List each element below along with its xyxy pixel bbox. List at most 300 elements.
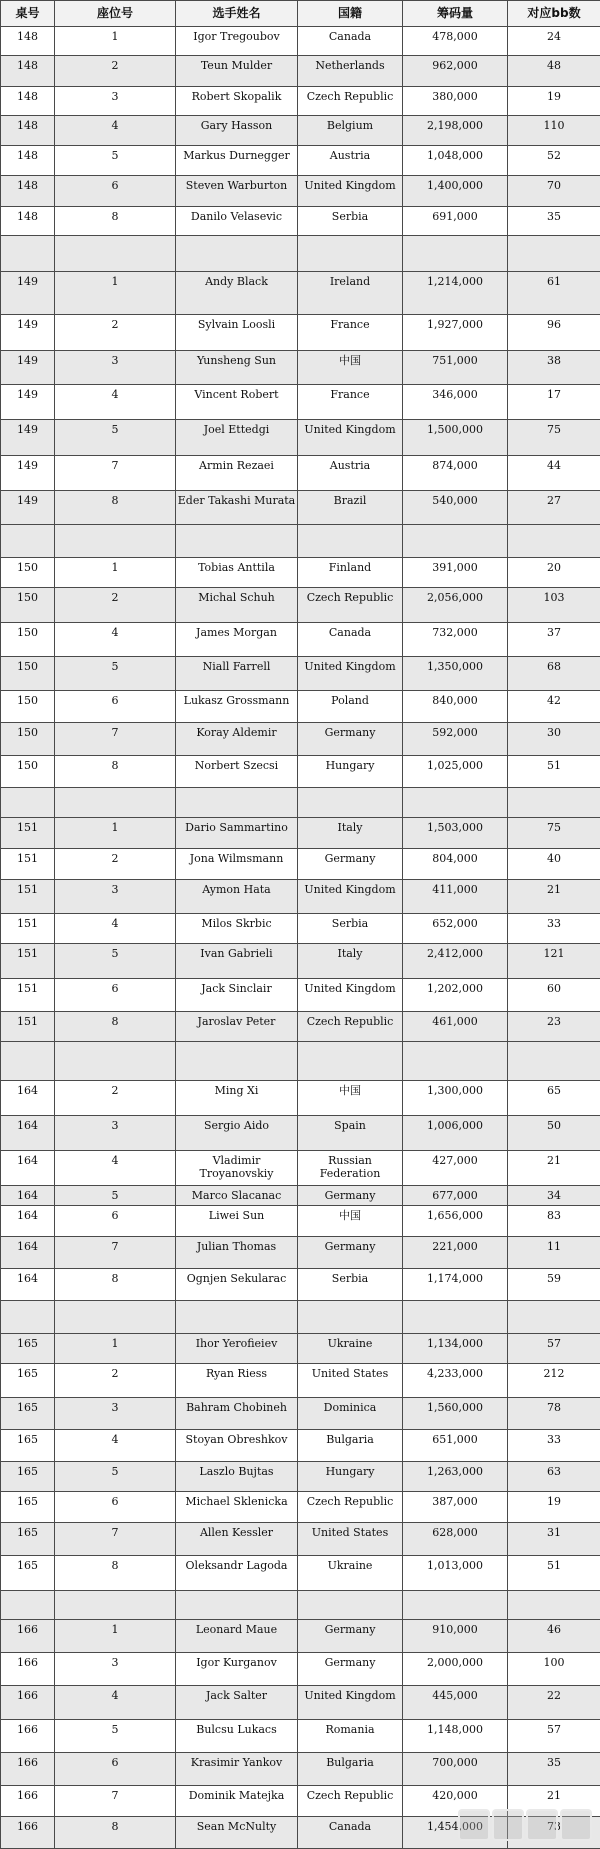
bb-count-cell: 23 [508, 1011, 600, 1041]
bb-count-cell: 61 [508, 272, 600, 315]
table-number-cell: 165 [1, 1398, 55, 1430]
country-cell: Bulgaria [298, 1429, 403, 1462]
country-cell: Ireland [298, 272, 403, 315]
bb-count-cell: 60 [508, 979, 600, 1012]
country-cell: United Kingdom [298, 979, 403, 1012]
table-row [1, 1237, 600, 1269]
country-cell: United Kingdom [298, 176, 403, 206]
table-number-cell: 151 [1, 880, 55, 914]
empty-cell [1, 525, 55, 558]
player-name-cell: Ihor Yerofieiev [176, 1334, 298, 1364]
table-row [1, 818, 600, 848]
player-name-cell: Marco Slacanac [176, 1185, 298, 1205]
table-number-cell: 149 [1, 491, 55, 525]
country-cell: Serbia [298, 1268, 403, 1301]
player-name-cell: Milos Skrbic [176, 913, 298, 943]
table-body [1, 27, 600, 1849]
chip-count-cell: 1,454,000 [403, 1817, 508, 1849]
header-table-no: 桌号 [1, 1, 55, 27]
table-number-cell: 166 [1, 1752, 55, 1785]
table-number-cell: 148 [1, 176, 55, 206]
seat-number-cell: 3 [55, 1115, 176, 1150]
seat-number-cell: 6 [55, 691, 176, 723]
country-cell: Czech Republic [298, 588, 403, 623]
country-cell: Germany [298, 1652, 403, 1686]
bb-count-cell: 19 [508, 1491, 600, 1523]
table-separator-row [1, 525, 600, 558]
table-number-cell: 150 [1, 722, 55, 756]
player-name-cell: Krasimir Yankov [176, 1752, 298, 1785]
table-number-cell: 164 [1, 1150, 55, 1185]
seat-number-cell: 2 [55, 848, 176, 880]
table-separator-row [1, 235, 600, 271]
table-row [1, 1011, 600, 1041]
table-row [1, 588, 600, 623]
table-number-cell: 151 [1, 848, 55, 880]
bb-count-cell: 31 [508, 1523, 600, 1556]
chip-count-cell: 2,000,000 [403, 1652, 508, 1686]
seat-number-cell: 2 [55, 1080, 176, 1115]
seat-number-cell: 2 [55, 588, 176, 623]
chip-count-cell: 387,000 [403, 1491, 508, 1523]
seat-number-cell: 2 [55, 56, 176, 86]
seat-number-cell: 5 [55, 420, 176, 456]
table-number-cell: 150 [1, 657, 55, 691]
empty-cell [55, 787, 176, 817]
table-number-cell: 164 [1, 1205, 55, 1237]
seat-number-cell: 1 [55, 27, 176, 56]
header-bb-count: 对应bb数 [508, 1, 600, 27]
chip-count-cell: 1,263,000 [403, 1462, 508, 1491]
empty-cell [508, 525, 600, 558]
table-number-cell: 151 [1, 818, 55, 848]
bb-count-cell: 27 [508, 491, 600, 525]
bb-count-cell: 57 [508, 1334, 600, 1364]
country-cell: United Kingdom [298, 880, 403, 914]
country-cell: Canada [298, 1817, 403, 1849]
table-number-cell: 148 [1, 115, 55, 145]
table-number-cell: 150 [1, 756, 55, 788]
bb-count-cell: 96 [508, 315, 600, 351]
chip-count-cell: 2,412,000 [403, 944, 508, 979]
table-row [1, 206, 600, 235]
player-name-cell: Laszlo Bujtas [176, 1462, 298, 1491]
player-name-cell: Norbert Szecsi [176, 756, 298, 788]
chip-count-cell: 628,000 [403, 1523, 508, 1556]
chip-count-cell: 2,056,000 [403, 588, 508, 623]
chip-count-cell: 962,000 [403, 56, 508, 86]
bb-count-cell: 17 [508, 385, 600, 420]
table-row [1, 1185, 600, 1205]
table-number-cell: 149 [1, 351, 55, 385]
seat-number-cell: 8 [55, 206, 176, 235]
seat-number-cell: 4 [55, 623, 176, 657]
player-name-cell: Dario Sammartino [176, 818, 298, 848]
bb-count-cell: 212 [508, 1364, 600, 1398]
table-number-cell: 151 [1, 1011, 55, 1041]
seat-number-cell: 5 [55, 1185, 176, 1205]
poker-site-logo-icon [458, 1809, 490, 1841]
table-separator-row [1, 1301, 600, 1334]
country-cell: Ukraine [298, 1555, 403, 1590]
seat-number-cell: 2 [55, 1364, 176, 1398]
chip-count-cell: 691,000 [403, 206, 508, 235]
country-cell: 中国 [298, 1080, 403, 1115]
seat-number-cell: 3 [55, 86, 176, 115]
table-number-cell: 166 [1, 1785, 55, 1817]
chip-count-cell: 1,013,000 [403, 1555, 508, 1590]
player-name-cell: Ryan Riess [176, 1364, 298, 1398]
header-chips: 筹码量 [403, 1, 508, 27]
table-row [1, 1720, 600, 1753]
table-row [1, 385, 600, 420]
bb-count-cell: 42 [508, 691, 600, 723]
bb-count-cell: 70 [508, 176, 600, 206]
bb-count-cell: 121 [508, 944, 600, 979]
country-cell: Germany [298, 722, 403, 756]
country-cell: Germany [298, 1237, 403, 1269]
seat-number-cell: 8 [55, 491, 176, 525]
empty-cell [298, 787, 403, 817]
bb-count-cell: 68 [508, 657, 600, 691]
empty-cell [176, 1590, 298, 1619]
chip-count-cell: 1,214,000 [403, 272, 508, 315]
chip-count-cell: 1,134,000 [403, 1334, 508, 1364]
table-number-cell: 165 [1, 1523, 55, 1556]
table-row [1, 848, 600, 880]
bb-count-cell: 21 [508, 1150, 600, 1185]
table-number-cell: 149 [1, 385, 55, 420]
country-cell: Hungary [298, 756, 403, 788]
player-name-cell: Teun Mulder [176, 56, 298, 86]
chip-count-cell: 2,198,000 [403, 115, 508, 145]
country-cell: Czech Republic [298, 86, 403, 115]
player-name-cell: Dominik Matejka [176, 1785, 298, 1817]
chip-count-cell: 1,048,000 [403, 146, 508, 176]
country-cell: Hungary [298, 1462, 403, 1491]
table-row [1, 1491, 600, 1523]
chip-count-cell: 651,000 [403, 1429, 508, 1462]
bb-count-cell: 100 [508, 1652, 600, 1686]
country-cell: Austria [298, 146, 403, 176]
chip-count-cell: 391,000 [403, 557, 508, 587]
player-name-cell: Danilo Velasevic [176, 206, 298, 235]
country-cell: 中国 [298, 1205, 403, 1237]
empty-cell [55, 1042, 176, 1081]
chip-count-cell: 592,000 [403, 722, 508, 756]
bb-count-cell: 44 [508, 456, 600, 491]
empty-cell [298, 525, 403, 558]
seat-number-cell: 1 [55, 557, 176, 587]
chip-count-cell: 1,927,000 [403, 315, 508, 351]
chip-count-cell: 700,000 [403, 1752, 508, 1785]
table-number-cell: 149 [1, 272, 55, 315]
chip-count-cell: 732,000 [403, 623, 508, 657]
country-cell: Netherlands [298, 56, 403, 86]
chip-count-cell: 1,300,000 [403, 1080, 508, 1115]
player-name-cell: Allen Kessler [176, 1523, 298, 1556]
seat-number-cell: 4 [55, 1686, 176, 1720]
player-name-cell: Jaroslav Peter [176, 1011, 298, 1041]
table-number-cell: 148 [1, 206, 55, 235]
seat-number-cell: 1 [55, 1619, 176, 1652]
player-name-cell: Vladimir Troyanovskiy [176, 1150, 298, 1185]
chip-count-cell: 1,350,000 [403, 657, 508, 691]
chip-count-cell: 1,025,000 [403, 756, 508, 788]
table-row [1, 691, 600, 723]
table-number-cell: 150 [1, 588, 55, 623]
table-number-cell: 164 [1, 1185, 55, 1205]
bb-count-cell: 11 [508, 1237, 600, 1269]
table-row [1, 456, 600, 491]
player-name-cell: James Morgan [176, 623, 298, 657]
country-cell: Ukraine [298, 1334, 403, 1364]
seat-number-cell: 4 [55, 1429, 176, 1462]
bb-count-cell: 33 [508, 913, 600, 943]
bb-count-cell: 34 [508, 1185, 600, 1205]
seat-number-cell: 6 [55, 1491, 176, 1523]
table-row [1, 1080, 600, 1115]
country-cell: France [298, 385, 403, 420]
country-cell: Germany [298, 1619, 403, 1652]
watermark [454, 1807, 594, 1841]
empty-cell [1, 1042, 55, 1081]
bb-count-cell: 103 [508, 588, 600, 623]
seat-number-cell: 5 [55, 657, 176, 691]
chip-count-cell: 1,006,000 [403, 1115, 508, 1150]
bb-count-cell: 48 [508, 56, 600, 86]
chip-count-cell: 751,000 [403, 351, 508, 385]
empty-cell [176, 1042, 298, 1081]
seat-number-cell: 5 [55, 146, 176, 176]
player-name-cell: Michael Sklenicka [176, 1491, 298, 1523]
table-number-cell: 166 [1, 1619, 55, 1652]
player-name-cell: Eder Takashi Murata [176, 491, 298, 525]
player-name-cell: Steven Warburton [176, 176, 298, 206]
table-row [1, 1398, 600, 1430]
table-number-cell: 149 [1, 420, 55, 456]
player-name-cell: Sergio Aido [176, 1115, 298, 1150]
player-name-cell: Stoyan Obreshkov [176, 1429, 298, 1462]
player-name-cell: Lukasz Grossmann [176, 691, 298, 723]
table-number-cell: 165 [1, 1555, 55, 1590]
table-number-cell: 150 [1, 623, 55, 657]
country-cell: Belgium [298, 115, 403, 145]
seat-number-cell: 8 [55, 756, 176, 788]
player-name-cell: Jack Salter [176, 1686, 298, 1720]
chip-count-cell: 221,000 [403, 1237, 508, 1269]
bb-count-cell: 35 [508, 1752, 600, 1785]
bb-count-cell: 33 [508, 1429, 600, 1462]
table-number-cell: 164 [1, 1268, 55, 1301]
player-name-cell: Igor Kurganov [176, 1652, 298, 1686]
header-player-name: 选手姓名 [176, 1, 298, 27]
table-number-cell: 166 [1, 1817, 55, 1849]
country-cell: Czech Republic [298, 1491, 403, 1523]
country-cell: Austria [298, 456, 403, 491]
player-name-cell: Liwei Sun [176, 1205, 298, 1237]
empty-cell [55, 525, 176, 558]
chip-count-cell: 461,000 [403, 1011, 508, 1041]
seat-number-cell: 7 [55, 1523, 176, 1556]
table-row [1, 756, 600, 788]
table-row [1, 86, 600, 115]
table-row [1, 176, 600, 206]
table-row [1, 27, 600, 56]
player-name-cell: Markus Durnegger [176, 146, 298, 176]
seat-number-cell: 7 [55, 456, 176, 491]
player-name-cell: Vincent Robert [176, 385, 298, 420]
table-row [1, 1205, 600, 1237]
chip-count-cell: 1,400,000 [403, 176, 508, 206]
empty-cell [403, 1301, 508, 1334]
player-name-cell: Jack Sinclair [176, 979, 298, 1012]
player-name-cell: Sean McNulty [176, 1817, 298, 1849]
seat-number-cell: 1 [55, 1334, 176, 1364]
chip-count-cell: 1,656,000 [403, 1205, 508, 1237]
bb-count-cell: 51 [508, 1555, 600, 1590]
chip-count-cell: 420,000 [403, 1785, 508, 1817]
chip-count-cell: 1,148,000 [403, 1720, 508, 1753]
player-name-cell: Joel Ettedgi [176, 420, 298, 456]
country-cell: United Kingdom [298, 657, 403, 691]
table-number-cell: 148 [1, 56, 55, 86]
seat-number-cell: 8 [55, 1011, 176, 1041]
empty-cell [403, 235, 508, 271]
seat-number-cell: 7 [55, 722, 176, 756]
bb-count-cell: 40 [508, 848, 600, 880]
bb-count-cell: 30 [508, 722, 600, 756]
country-cell: United Kingdom [298, 1686, 403, 1720]
empty-cell [1, 1590, 55, 1619]
table-row [1, 944, 600, 979]
table-number-cell: 151 [1, 979, 55, 1012]
table-number-cell: 148 [1, 86, 55, 115]
table-row [1, 115, 600, 145]
table-row [1, 1555, 600, 1590]
seat-number-cell: 5 [55, 1462, 176, 1491]
seat-number-cell: 6 [55, 979, 176, 1012]
empty-cell [55, 235, 176, 271]
table-row [1, 1752, 600, 1785]
table-number-cell: 166 [1, 1720, 55, 1753]
player-name-cell: Julian Thomas [176, 1237, 298, 1269]
player-name-cell: Ivan Gabrieli [176, 944, 298, 979]
country-cell: Czech Republic [298, 1011, 403, 1041]
table-row [1, 657, 600, 691]
player-name-cell: Armin Rezaei [176, 456, 298, 491]
bb-count-cell: 73 [508, 1817, 600, 1849]
chip-count-cell: 411,000 [403, 880, 508, 914]
table-row [1, 880, 600, 914]
table-row [1, 1268, 600, 1301]
player-name-cell: Ognjen Sekularac [176, 1268, 298, 1301]
table-number-cell: 166 [1, 1652, 55, 1686]
table-number-cell: 165 [1, 1462, 55, 1491]
empty-cell [508, 1590, 600, 1619]
bb-count-cell: 57 [508, 1720, 600, 1753]
table-row [1, 1150, 600, 1185]
seat-number-cell: 3 [55, 1398, 176, 1430]
empty-cell [508, 787, 600, 817]
seat-number-cell: 8 [55, 1817, 176, 1849]
player-name-cell: Oleksandr Lagoda [176, 1555, 298, 1590]
empty-cell [298, 1590, 403, 1619]
table-number-cell: 148 [1, 27, 55, 56]
table-row [1, 146, 600, 176]
bb-count-cell: 51 [508, 756, 600, 788]
player-name-cell: Ming Xi [176, 1080, 298, 1115]
seat-number-cell: 4 [55, 1150, 176, 1185]
table-row [1, 1462, 600, 1491]
chip-count-cell: 840,000 [403, 691, 508, 723]
chip-count-cell: 427,000 [403, 1150, 508, 1185]
player-name-cell: Jona Wilmsmann [176, 848, 298, 880]
table-number-cell: 151 [1, 944, 55, 979]
empty-cell [1, 787, 55, 817]
chip-count-cell: 380,000 [403, 86, 508, 115]
country-cell: Germany [298, 1185, 403, 1205]
empty-cell [298, 1301, 403, 1334]
country-cell: United States [298, 1523, 403, 1556]
country-cell: Russian Federation [298, 1150, 403, 1185]
seat-number-cell: 7 [55, 1785, 176, 1817]
seat-number-cell: 3 [55, 880, 176, 914]
table-number-cell: 150 [1, 691, 55, 723]
player-name-cell: Bahram Chobineh [176, 1398, 298, 1430]
empty-cell [176, 1301, 298, 1334]
empty-cell [298, 1042, 403, 1081]
table-row [1, 1523, 600, 1556]
table-row [1, 420, 600, 456]
chip-count-cell: 1,202,000 [403, 979, 508, 1012]
seat-number-cell: 1 [55, 818, 176, 848]
seat-number-cell: 6 [55, 1752, 176, 1785]
player-name-cell: Andy Black [176, 272, 298, 315]
table-number-cell: 165 [1, 1429, 55, 1462]
player-name-cell: Tobias Anttila [176, 557, 298, 587]
country-cell: France [298, 315, 403, 351]
table-row [1, 557, 600, 587]
table-number-cell: 150 [1, 557, 55, 587]
bb-count-cell: 21 [508, 880, 600, 914]
empty-cell [1, 1301, 55, 1334]
player-name-cell: Koray Aldemir [176, 722, 298, 756]
header-seat-no: 座位号 [55, 1, 176, 27]
player-name-cell: Yunsheng Sun [176, 351, 298, 385]
empty-cell [403, 1590, 508, 1619]
seat-number-cell: 5 [55, 1720, 176, 1753]
watermark-glyph-icon [560, 1809, 592, 1841]
player-name-cell: Leonard Maue [176, 1619, 298, 1652]
bb-count-cell: 46 [508, 1619, 600, 1652]
chip-count-cell: 804,000 [403, 848, 508, 880]
bb-count-cell: 24 [508, 27, 600, 56]
bb-count-cell: 22 [508, 1686, 600, 1720]
table-number-cell: 165 [1, 1334, 55, 1364]
chip-count-cell: 677,000 [403, 1185, 508, 1205]
country-cell: Serbia [298, 913, 403, 943]
seat-number-cell: 4 [55, 913, 176, 943]
country-cell: Dominica [298, 1398, 403, 1430]
table-row [1, 979, 600, 1012]
empty-cell [55, 1590, 176, 1619]
seat-number-cell: 3 [55, 1652, 176, 1686]
header-country: 国籍 [298, 1, 403, 27]
empty-cell [508, 235, 600, 271]
empty-cell [1, 235, 55, 271]
table-separator-row [1, 1042, 600, 1081]
